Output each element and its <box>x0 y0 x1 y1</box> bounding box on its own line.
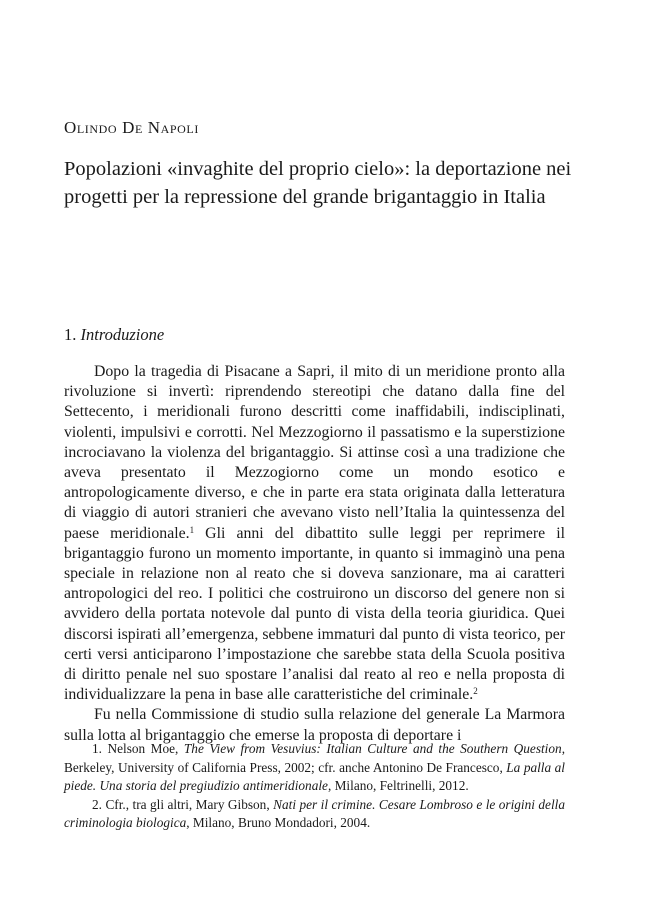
footnotes <box>64 740 565 833</box>
footnote-author: Nelson Moe, <box>107 741 179 756</box>
footnote-title: La palla al piede. Una storia del pregiudizio antimeridionale <box>64 759 565 793</box>
footnote-title: The View from Vesuvius: Italian Culture and the Southern Question <box>183 741 562 756</box>
article-title: Popolazioni «invaghite del proprio cielo»: la deportazione nei progetti per la repressione del grande brigantaggio in Italia <box>64 158 572 208</box>
footnote-author: Cfr., tra gli altri, Mary Gibson, <box>105 796 270 812</box>
paragraph-text: Gli anni del dibattito sulle leggi per reprimere il brigantaggio furono un momento importante, in quanto si immaginò una pena speciale in relazione non al reato che si doveva sanzionare, ma ai caratteri antropologici del reo. I politici che costruirono un discorso del genere non si avvidero della portata notevole dal punto di vista della teoria giuridica. Quei discorsi ispirati all’emergenza, sebbene immaturi dal punto di vista teorico, per certi versi anticiparono l’impostazione che sarebbe stata della Scuola positiva di diritto penale nel suo spostare l’analisi dal reato al reo e nella proposta di individualizzare la pena in base alle caratteristiche del criminale. <box>64 524 565 704</box>
footnote <box>64 740 565 796</box>
paragraph <box>64 362 565 705</box>
section-heading <box>64 325 164 345</box>
footnote-text: , Milano, Feltrinelli, 2012. <box>327 778 469 793</box>
footnote-number: 2. <box>92 796 102 812</box>
author-last-name: De Napoli <box>122 118 199 137</box>
author-first-name: Olindo <box>64 118 118 137</box>
footnote-text: , Berkeley, University of California Press, 2002; cfr. anche Antonino De Francesco, <box>64 741 566 775</box>
section-number: 1. <box>64 325 77 344</box>
author-name <box>64 118 199 138</box>
body-text <box>64 362 565 746</box>
footnote-title: Nati per il crimine. Cesare Lombroso e le origini della criminologia biologica <box>64 796 565 830</box>
paragraph-text: Dopo la tragedia di Pisacane a Sapri, il mito di un meridione pronto alla rivoluzione si invertì: riprendendo stereotipi che datano dalla fine del Settecento, i meridionali furono descritti come inaffidabili, indisciplinati, violenti, impulsivi e corrotti. Nel Mezzogiorno il passatismo e la superstizione incrociavano la violenza del brigantaggio. Si attinse così a una tradizione che aveva presentato il Mezzogiorno come un mondo esotico e antropologicamente diverso, e che in parte era stata originata dalla letteratura di viaggio di autori stranieri che avevano visto nell’Italia la quintessenza del paese meridionale. <box>64 363 565 542</box>
footnote-text: , Milano, Bruno Mondadori, 2004. <box>186 815 371 830</box>
section-title: Introduzione <box>80 325 165 344</box>
footnote-ref[interactable]: 1 <box>189 524 195 535</box>
footnote-number: 1. <box>92 741 102 756</box>
paragraph-text: Fu nella Commissione di studio sulla relazione del generale La Marmora sulla lotta al brigantaggio che emerse la proposta di deportare i <box>64 706 565 744</box>
footnote-ref[interactable]: 2 <box>473 686 478 697</box>
footnote <box>64 796 565 833</box>
